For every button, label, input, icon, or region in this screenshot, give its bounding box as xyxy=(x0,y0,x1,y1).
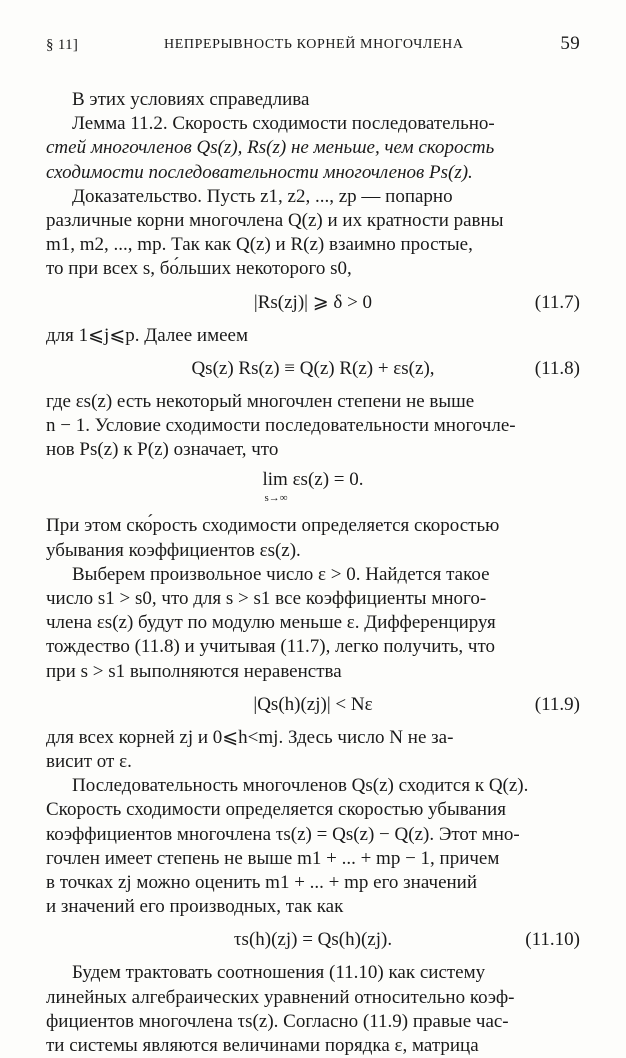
text-line: для всех корней zj и 0⩽h<mj. Здесь число N не за- xyxy=(46,726,454,748)
text-line: убывания коэффициентов εs(z). xyxy=(46,539,301,561)
proof-heading-line: Доказательство. Пусть z1, z2, ..., zp — попарно xyxy=(72,185,453,207)
equation-number: (11.8) xyxy=(534,357,580,379)
running-header xyxy=(46,33,580,59)
limit-subscript: s→∞ xyxy=(264,492,288,505)
text-line: тождество (11.8) и учитывая (11.7), легко получить, что xyxy=(46,636,496,658)
equation-11-7 xyxy=(46,282,580,324)
equation-expression: τs(h)(zj) = Qs(h)(zj). xyxy=(233,929,393,951)
text-line: различные корни многочлена Q(z) и их кратности равны xyxy=(46,210,504,232)
text-line: и значений его производных, так как xyxy=(46,896,344,918)
text-line: коэффициентов многочлена τs(z) = Qs(z) − Q(z). Этот мно- xyxy=(46,823,520,845)
lemma-heading-line: Лемма 11.2. Скорость сходимости последовательно- xyxy=(72,113,495,135)
equation-expression: |Rs(zj)| ⩾ δ > 0 xyxy=(253,291,373,313)
text-line: Скорость сходимости определяется скоростью убывания xyxy=(46,799,506,821)
text-line: члена εs(z) будут по модулю меньше ε. Дифференцируя xyxy=(46,612,496,634)
text-line: Последовательность многочленов Qs(z) сходится к Q(z). xyxy=(72,775,529,797)
text-line: где εs(z) есть некоторый многочлен степени не выше xyxy=(46,390,475,412)
text-line: линейных алгебраических уравнений относительно коэф- xyxy=(46,986,515,1008)
section-mark: § 11] xyxy=(46,37,79,53)
equation-expression: lim εs(z) = 0. xyxy=(262,469,364,491)
text-line: то при всех s, бо́льших некоторого s0, xyxy=(46,258,352,280)
text-line: ти системы являются величинами порядка ε, матрица xyxy=(46,1035,479,1057)
text-line: n − 1. Условие сходимости последовательности многочле- xyxy=(46,415,516,437)
page-body xyxy=(46,88,580,1058)
text-line: фициентов многочлена τs(z). Согласно (11.9) правые час- xyxy=(46,1010,509,1032)
equation-number: (11.9) xyxy=(534,693,580,715)
text-line: Выберем произвольное число ε > 0. Найдется такое xyxy=(72,563,490,585)
equation-11-10 xyxy=(46,919,580,961)
equation-expression: Qs(z) Rs(z) ≡ Q(z) R(z) + εs(z), xyxy=(191,357,435,379)
page-number: 59 xyxy=(560,33,580,54)
limit-equation xyxy=(46,462,580,514)
text-line: При этом ско́рость сходимости определяется скоростью xyxy=(46,515,500,537)
text-line: висит от ε. xyxy=(46,751,132,773)
lemma-text-line: сходимости последовательности многочленов Ps(z). xyxy=(46,161,473,183)
text-line: при s > s1 выполняются неравенства xyxy=(46,660,342,682)
text-line: нов Ps(z) к P(z) означает, что xyxy=(46,439,279,461)
text-line: для 1⩽j⩽p. Далее имеем xyxy=(46,324,248,346)
equation-11-8 xyxy=(46,348,580,390)
equation-11-9 xyxy=(46,684,580,726)
text-line: В этих условиях справедлива xyxy=(72,89,310,110)
equation-number: (11.7) xyxy=(534,291,580,313)
text-line: Будем трактовать соотношения (11.10) как систему xyxy=(72,962,486,984)
equation-expression: |Qs(h)(zj)| < Nε xyxy=(253,693,373,715)
equation-number: (11.10) xyxy=(525,929,580,951)
text-line: в точках zj можно оценить m1 + ... + mp его значений xyxy=(46,872,478,894)
running-title: НЕПРЕРЫВНОСТЬ КОРНЕЙ МНОГОЧЛЕНА xyxy=(164,37,464,52)
text-line: число s1 > s0, что для s > s1 все коэффициенты много- xyxy=(46,588,487,610)
text-line: m1, m2, ..., mp. Так как Q(z) и R(z) взаимно простые, xyxy=(46,234,473,256)
text-line: гочлен имеет степень не выше m1 + ... + mp − 1, причем xyxy=(46,847,500,869)
lemma-text-line: стей многочленов Qs(z), Rs(z) не меньше, чем скорость xyxy=(46,137,495,159)
